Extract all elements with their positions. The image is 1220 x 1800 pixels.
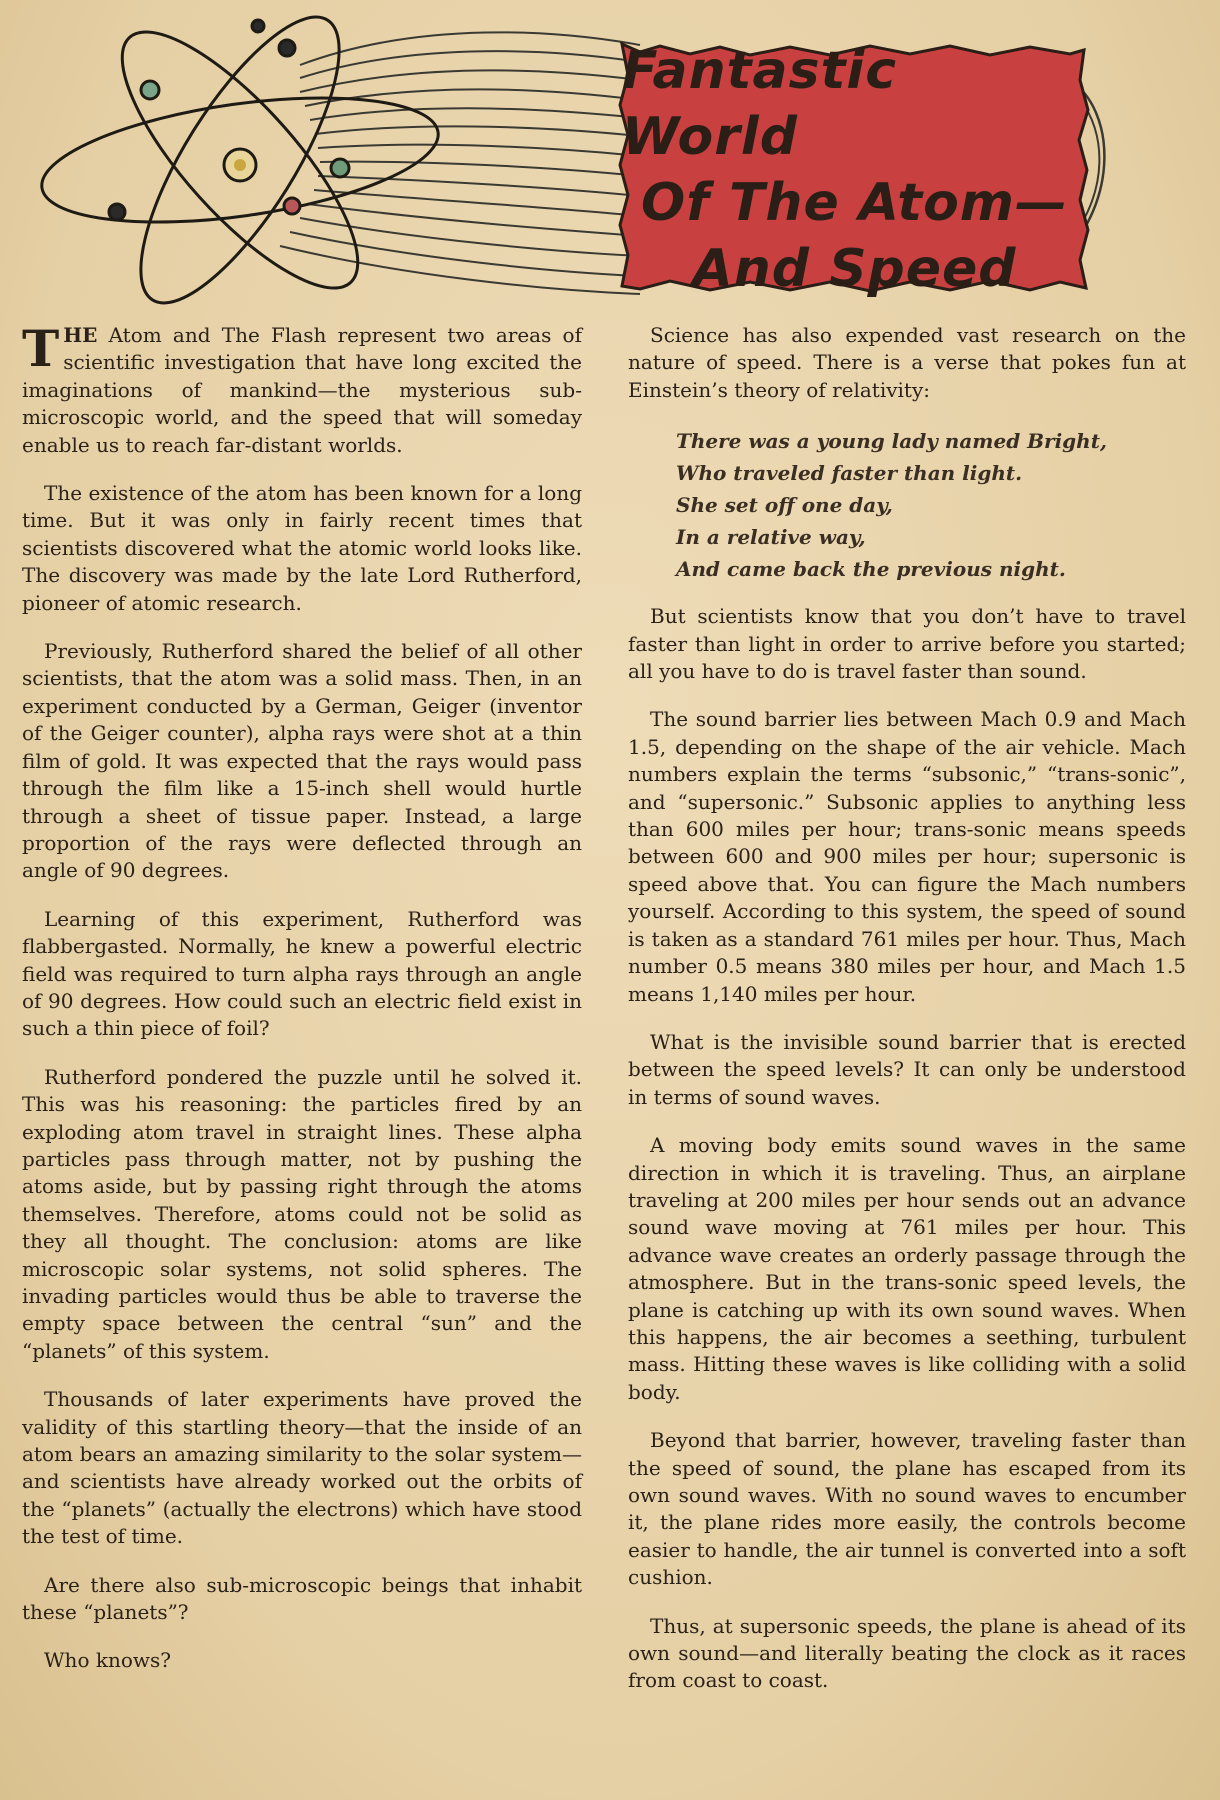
verse — [676, 425, 1186, 585]
paragraph: Are there also sub-microscopic beings that inhabit these “planets”? — [22, 1572, 582, 1625]
paragraph: The sound barrier lies between Mach 0.9 and Mach 1.5, depending on the shape of the air vehicle. Mach numbers explain the terms “subsonic,” “trans-sonic”, and “supersonic.” Subsonic applies to anything less than 600 miles per hour; trans-sonic means speeds between 600 and 900 miles per hour; supersonic is speed above that. You can figure the Mach numbers yourself. According to this system, the speed of sound is taken as a standard 761 miles per hour. Thus, Mach number 0.5 means 380 miles per hour, and Mach 1.5 means 1,140 miles per hour. — [628, 707, 1186, 1006]
first-word-rest: HE — [63, 323, 98, 347]
verse-line: There was a young lady named Bright, — [676, 429, 1107, 454]
paragraph-intro-speed: Science has also expended vast research on the nature of speed. There is a verse that pokes fun at Einstein’s theory of relativity: — [628, 323, 1186, 402]
paragraph: Thousands of later experiments have proved the validity of this startling theory—that the inside of an atom bears an amazing similarity to the solar system—and scientists have already worked out the orbits of the “planets” (actually the electrons) which have stood the test of time. — [22, 1387, 582, 1549]
paragraph: Thus, at supersonic speeds, the plane is ahead of its own sound—and literally beating the clock as it races from coast to coast. — [628, 1613, 1186, 1693]
left-column — [22, 319, 582, 1696]
paragraph: But scientists know that you don’t have to travel faster than light in order to arrive before you started; all you have to do is travel faster than sound. — [628, 604, 1186, 684]
verse-line: And came back the previous night. — [676, 557, 1066, 582]
atom-icon — [34, 0, 446, 320]
paragraph: The existence of the atom has been known for a long time. But it was only in fairly recent times that scientists discovered what the atomic world looks like. The discovery was made by the late Lord Rutherford, pioneer of atomic research. — [22, 481, 582, 615]
paragraph: Learning of this experiment, Rutherford was flabbergasted. Normally, he knew a powerful electric field was required to turn alpha rays through an angle of 90 degrees. How could such an electric field exist in such a thin piece of foil? — [22, 906, 582, 1041]
right-column — [628, 322, 1186, 1716]
verse-line: Who traveled faster than light. — [676, 461, 1023, 486]
paragraph: What is the invisible sound barrier that is erected between the speed levels? It can only be understood in terms of sound waves. — [628, 1029, 1186, 1109]
title-line-2: Of The Atom— — [641, 173, 1068, 233]
drop-cap: T — [22, 319, 60, 378]
paragraph: Rutherford pondered the puzzle until he solved it. This was his reasoning: the particles fired by an exploding atom travel in straight lines. These alpha particles pass through matter, not by pushing the atoms aside, but by passing right through the atoms themselves. Therefore, atoms could not be solid as they all thought. The conclusion: atoms are like microscopic solar systems, not solid spheres. The invading particles would thus be able to traverse the empty space between the central “sun” and the “planets” of this system. — [22, 1064, 582, 1363]
title-line-1: Fantastic World — [622, 41, 898, 167]
paragraph: Who knows? — [44, 1648, 171, 1673]
paragraph: Beyond that barrier, however, traveling faster than the speed of sound, the plane has escaped from its own sound waves. With no sound waves to encumber it, the plane rides more easily, the controls become easier to handle, the air tunnel is converted into a soft cushion. — [628, 1428, 1186, 1590]
paragraph-intro-text: Atom and The Flash represent two areas of scientific investigation that have long excited the imaginations of mankind—the mysterious sub-microscopic world, and the speed that will someday enable us to reach far-distant worlds. — [22, 323, 582, 457]
title-line-3: And Speed — [692, 239, 1017, 299]
paragraph: A moving body emits sound waves in the same direction in which it is traveling. Thus, an airplane traveling at 200 miles per hour sends out an advance sound wave moving at 761 miles per hour. This advance wave creates an orderly passage through the atmosphere. But in the trans-sonic speed levels, the plane is catching up with its own sound waves. When this happens, the air becomes a seething, turbulent mass. Hitting these waves is like colliding with a solid body. — [628, 1133, 1186, 1404]
paragraph-intro — [22, 319, 582, 459]
verse-line: She set off one day, — [676, 493, 893, 518]
paragraph: Previously, Rutherford shared the belief of all other scientists, that the atom was a solid mass. Then, in an experiment conducted by a German, Geiger (inventor of the Geiger counter), alpha rays were shot at a thin film of gold. It was expected that the rays would pass through the film like a 15-inch shell would hurtle through a sheet of tissue paper. Instead, a large proportion of the rays were deflected through an angle of 90 degrees. — [22, 639, 582, 883]
verse-line: In a relative way, — [676, 525, 866, 550]
title-block — [622, 41, 1087, 299]
header — [0, 0, 1220, 320]
